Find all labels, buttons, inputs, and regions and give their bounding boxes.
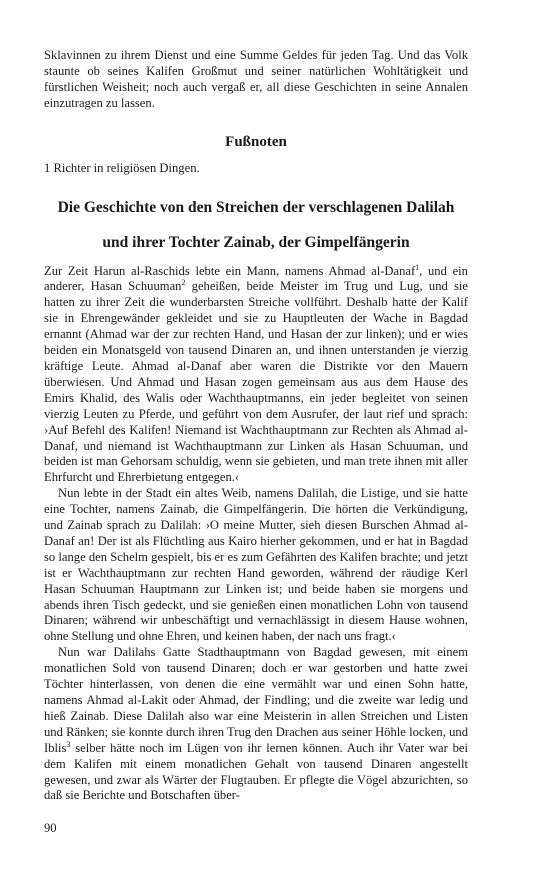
footnote-item: 1 Richter in religiösen Dingen.	[44, 160, 200, 175]
p3-text-b: selber hätte noch im Lügen von ihr lernen können. Auch ihr Vater war bei dem Kalifen mit einem monatlichen Gehalt von tausend Dinaren angestellt gewesen, und zwar als Wärter der Flugtauben. Er pflegte die Vögel abzurichten, so daß sie Berichte und Botschaften über-	[44, 740, 468, 803]
story-paragraph-2: Nun lebte in der Stadt ein altes Weib, namens Dalilah, die Listige, und sie hatte eine Tochter, namens Zainab, die Gimpelfängerin. Die hörten die Verkündigung, und Zainab sprach zu Dalilah: ›O meine Mutter, sieh diesen Burschen Ahmad al-Danaf an! Der ist als Flüchtling aus Kairo hierher gekommen, und er hat in Bagdad so lange den Schelm gespielt, bis er es zum Gefährten des Kalifen brachte; und jetzt ist er Wachthauptmann zur rechten Hand geworden, während der räudige Kerl Hasan Schuuman Hauptmann zur Linken ist; und beide haben sie morgens und abends ihren Tisch gedeckt, und sie genießen einen monatlichen Lohn von tausend Dinaren; während wir unbeschäftigt und vernachlässigt in diesem Hause wohnen, ohne Stellung und ohne Ehren, und keinen haben, der nach uns fragt.‹	[44, 486, 468, 644]
p1-text-b: , und ein anderer, Hasan Schuuman	[44, 263, 468, 294]
footnote-ref-3: 3	[66, 739, 71, 749]
story-title-line-1: Die Geschichte von den Streichen der verschlagenen Dalilah	[57, 198, 455, 216]
footnotes-heading: Fußnoten	[225, 133, 287, 150]
p3-text-a: Nun war Dalilahs Gatte Stadthauptmann von Bagdad gewesen, mit einem monatlichen Sold von tausend Dinaren; doch er war gestorben und hatte zwei Töchter hinterlassen, von denen die eine vermählt war und einen Sohn hatte, namens Ahmad al-Lakit oder Ahmad, der Findling; und die zweite war ledig und hieß Zainab. Diese Dalilah also war eine Meisterin in allen Streichen und Listen und Ränken; sie konnte durch ihren Trug den Drachen aus seiner Höhle locken, und Iblis	[44, 645, 468, 755]
story-title-line-2: und ihrer Tochter Zainab, der Gimpelfängerin	[102, 233, 410, 251]
page-number: 90	[44, 821, 57, 835]
p1-text-c: geheißen, beide Meister im Trug und Lug, und sie hatten zu ihrer Zeit die wunderbarsten Streiche vollführt. Deshalb hatte der Kalif sie in Ehrengewänder gekleidet und sie zu Hauptleuten der Wache in Bagdad ernannt (Ahmad war der zur rechten Hand, und Hasan der zur linken); und er wies beiden ein Monatsgeld von tausend Dinaren an, und ihnen unterstanden je vierzig kräftige Leute. Ahmad al-Danaf aber waren die Distrikte vor den Mauern überwiesen. Und Ahmad und Hasan zogen gemeinsam aus aus dem Hause des Emirs Khalid, des Walis oder Wachthauptmanns, ein jeder begleitet von seinen vierzig Leuten zu Pferde, und geführt von dem Ausrufer, der laut rief und sprach: ›Auf Befehl des Kalifen! Niemand ist Wachthauptmann zur Rechten als Ahmad al-Danaf, und niemand ist Wachthauptmann zur Linken als Hasan Schuuman, und beiden ist man Gehorsam schuldig, wenn sie gebieten, und man trete ihnen mit aller Ehrfurcht und Ehrerbietung entgegen.‹	[44, 279, 468, 485]
story-paragraph-3	[44, 645, 468, 804]
footnote-ref-1: 1	[415, 262, 420, 272]
p1-text-a: Zur Zeit Harun al-Raschids lebte ein Mann, namens Ahmad al-Danaf	[44, 263, 416, 278]
story-title	[44, 190, 468, 260]
intro-paragraph: Sklavinnen zu ihrem Dienst und eine Summe Geldes für jeden Tag. Und das Volk staunte ob seines Kalifen Großmut und seiner natürlichen Wohltätigkeit und fürstlichen Weisheit; noch auch vergaß er, all diese Geschichten in seine Annalen einzutragen zu lassen.	[44, 48, 468, 110]
story-paragraph-1	[44, 264, 468, 487]
footnote-ref-2: 2	[181, 278, 186, 288]
